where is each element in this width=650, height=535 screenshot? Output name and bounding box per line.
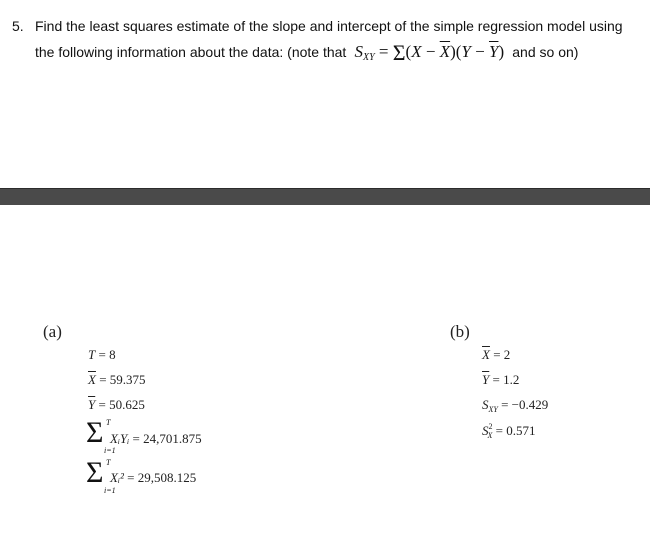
sum-xy-upper-limit: T [106, 418, 111, 427]
part-b-ybar: $\overline{Y} = 1.2$ [482, 372, 520, 387]
sum-x2-sigma: Σ [86, 456, 104, 489]
part-b-sx2: $S^2_X = 0.571$ [482, 422, 536, 440]
part-a-ybar: $\overline{Y} = 50.625$ [88, 397, 145, 412]
sum-xy-sigma: Σ [86, 416, 104, 449]
part-a-label: (a) [43, 322, 62, 341]
part-a-xbar: $\overline{X} = 59.375$ [88, 372, 146, 387]
question-number: 5. [12, 18, 24, 34]
question-line2-prefix: the following information about the data: (note that [35, 44, 347, 60]
sum-x2-upper-limit: T [106, 458, 111, 467]
part-a-T: T = 8 [88, 347, 116, 362]
question-text-line2 [35, 40, 578, 66]
part-b-sxy: $S_{XY} = -0.429$ [482, 397, 549, 414]
sum-x2-lower-limit: i=1 [104, 486, 116, 495]
question-text-line1: Find the least squares estimate of the slope and intercept of the simple regression model using [35, 18, 623, 34]
sum-xy-lower-limit: i=1 [104, 446, 116, 455]
part-a-sum-xy: XᵢYᵢ = 24,701.875 [110, 431, 202, 446]
part-a-sum-x2: Xᵢ² = 29,508.125 [110, 470, 197, 485]
sxy-definition-formula: $S_{XY} = \Sigma(X - \overline{X})(Y - \overline{Y})$ [350, 40, 505, 65]
part-b-xbar: $\overline{X} = 2$ [482, 347, 511, 362]
part-b-label: (b) [450, 322, 470, 341]
divider-bar [0, 188, 650, 205]
question-line2-suffix: and so on) [512, 44, 579, 60]
